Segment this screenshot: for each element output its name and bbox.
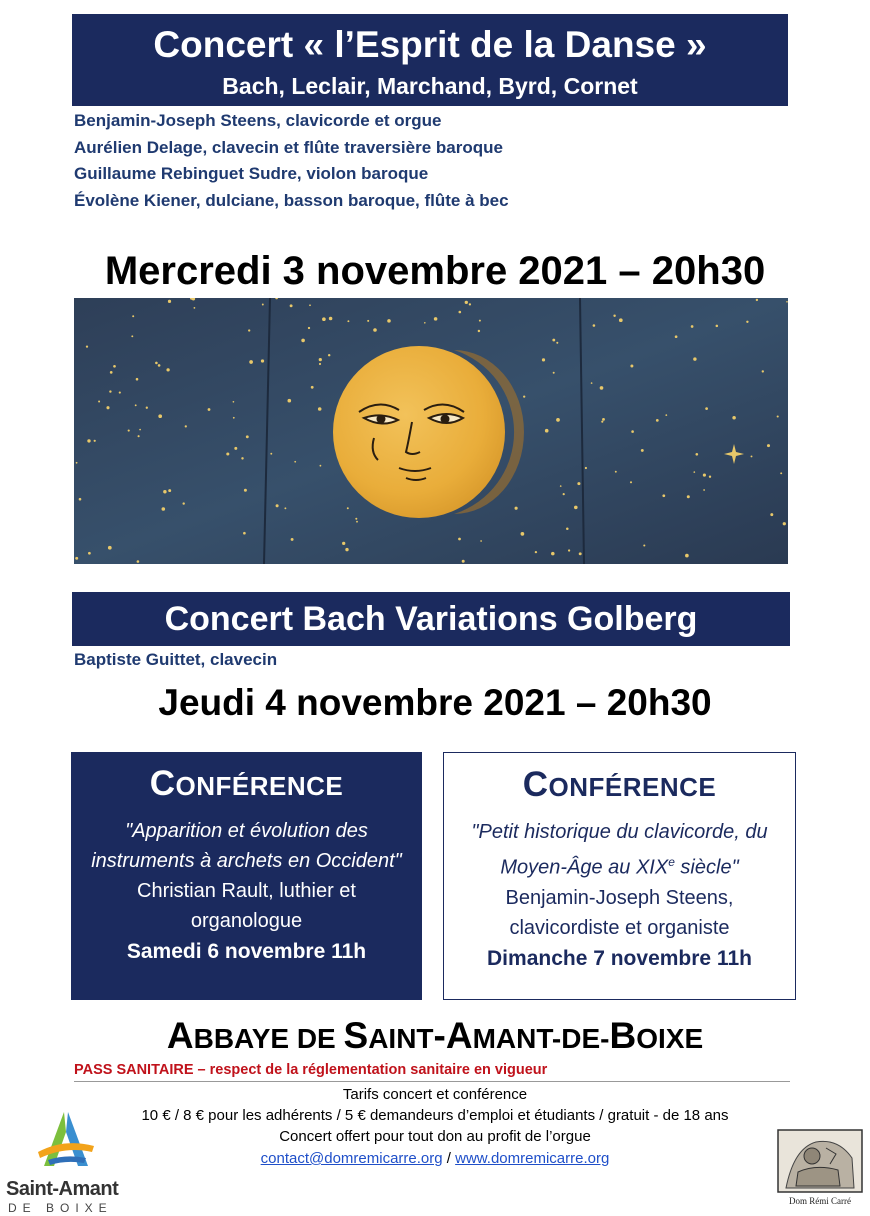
star: [308, 327, 310, 329]
star: [585, 467, 587, 469]
star: [560, 485, 562, 487]
star: [155, 362, 158, 365]
star: [248, 329, 250, 331]
star: [106, 406, 109, 409]
star: [746, 321, 748, 323]
conference-date: Samedi 6 novembre 11h: [126, 940, 367, 963]
star: [309, 304, 311, 306]
star: [786, 301, 788, 303]
star: [777, 415, 779, 417]
star: [291, 538, 294, 541]
star: [521, 532, 525, 536]
star: [630, 365, 633, 368]
star: [462, 560, 465, 563]
star: [478, 330, 480, 332]
star: [119, 392, 121, 394]
star: [284, 507, 286, 509]
star: [434, 317, 438, 321]
star: [328, 354, 330, 356]
star: [566, 527, 569, 530]
star: [322, 317, 326, 321]
star: [276, 504, 279, 507]
title-banner: [72, 14, 788, 106]
performer-item: Benjamin-Joseph Steens, clavicorde et orgue: [74, 111, 442, 130]
star: [675, 335, 678, 338]
star: [233, 401, 235, 403]
star: [630, 481, 632, 483]
star: [233, 417, 235, 419]
star: [311, 386, 314, 389]
conference-speaker: Christian Rault, luthier et organologue: [137, 880, 356, 932]
star: [577, 482, 580, 485]
star: [703, 474, 706, 477]
star: [600, 386, 604, 390]
star: [135, 404, 137, 406]
composers: Bach, Leclair, Marchand, Byrd, Cornet: [222, 73, 638, 99]
star: [613, 314, 615, 316]
star: [194, 307, 196, 309]
star: [345, 548, 348, 551]
conference-heading: CONFÉRENCE: [149, 764, 344, 803]
star: [615, 471, 617, 473]
star: [479, 320, 481, 322]
star: [553, 372, 555, 374]
star: [767, 444, 770, 447]
star: [556, 342, 558, 344]
star: [342, 542, 345, 545]
star: [373, 328, 377, 332]
star: [542, 358, 545, 361]
star: [301, 339, 305, 343]
star: [480, 540, 482, 542]
star: [79, 498, 82, 501]
star: [208, 408, 211, 411]
star: [87, 439, 90, 442]
star: [591, 382, 593, 384]
concert2-banner: Concert Bach Variations Golberg: [72, 592, 790, 646]
star: [685, 554, 689, 558]
star: [556, 418, 560, 422]
star: [162, 507, 166, 511]
star: [185, 425, 187, 427]
website-link[interactable]: www.domremicarre.org: [455, 1150, 610, 1167]
star: [294, 461, 296, 463]
conference-speaker: Benjamin-Joseph Steens, clavicordiste et organiste: [505, 886, 734, 939]
star: [693, 471, 695, 473]
star: [290, 304, 293, 307]
star: [288, 399, 292, 403]
star: [695, 453, 698, 456]
star: [139, 429, 141, 431]
star: [270, 453, 272, 455]
performer-item: Évolène Kiener, dulciane, basson baroque, flûte à bec: [74, 190, 509, 210]
venue-name: ABBAYE DE SAINT-AMANT-DE-BOIXE: [166, 1015, 704, 1056]
star: [751, 455, 753, 457]
star: [563, 493, 565, 495]
star: [138, 435, 140, 437]
performer-list: [74, 108, 694, 214]
star: [662, 494, 665, 497]
star: [783, 522, 786, 525]
conference-title: "Apparition et évolution des instruments à archets en Occident": [91, 820, 402, 872]
email-link[interactable]: contact@domremicarre.org: [260, 1150, 443, 1167]
star: [762, 370, 764, 372]
concert2-performer: Baptiste Guittet, clavecin: [74, 650, 278, 669]
star: [166, 368, 169, 371]
contact-links: contact@domremicarre.org / www.domremicarre.org: [260, 1150, 610, 1167]
conference-date: Dimanche 7 novembre 11h: [487, 946, 752, 970]
star: [619, 318, 623, 322]
star: [732, 416, 736, 420]
star: [319, 358, 322, 361]
concert2-date: Jeudi 4 novembre 2021 – 20h30: [158, 682, 712, 723]
star: [515, 507, 518, 510]
star: [356, 521, 358, 523]
star: [656, 419, 659, 422]
star: [261, 359, 264, 362]
star: [703, 489, 705, 491]
star: [113, 365, 116, 368]
star: [705, 407, 708, 410]
star: [249, 360, 253, 364]
star: [756, 299, 758, 301]
star: [318, 407, 322, 411]
star: [262, 304, 264, 306]
star: [551, 552, 555, 556]
star: [465, 301, 468, 304]
star: [158, 364, 161, 367]
pricing-details: 10 € / 8 € pour les adhérents / 5 € demandeurs d’emploi et étudiants / gratuit - de 18 ans: [141, 1107, 729, 1124]
star: [98, 401, 100, 403]
star: [780, 472, 782, 474]
concert1-date: Mercredi 3 novembre 2021 – 20h30: [104, 249, 766, 293]
star: [86, 345, 88, 347]
star: [131, 335, 133, 337]
star: [367, 320, 369, 322]
performer-item: Aurélien Delage, clavecin et flûte traversière baroque: [74, 137, 503, 157]
conference-title: "Petit historique du clavicorde, du Moyen-Âge au XIXe siècle": [471, 821, 768, 879]
star: [631, 430, 634, 433]
star: [110, 371, 113, 374]
logo-subname: DE BOIXE: [8, 1201, 113, 1215]
saint-amant-logo-icon: [30, 1108, 100, 1174]
star: [75, 557, 78, 560]
star: [574, 506, 578, 510]
star: [552, 339, 555, 342]
star: [523, 395, 525, 397]
star: [243, 532, 246, 535]
star: [458, 311, 461, 314]
star: [137, 560, 140, 563]
star: [579, 552, 582, 555]
dom-remi-carre-logo: [776, 1128, 864, 1212]
star: [76, 462, 78, 464]
star: [458, 538, 461, 541]
star: [641, 449, 644, 452]
star: [387, 319, 391, 323]
star: [244, 489, 247, 492]
donation-note: Concert offert pour tout don au profit de l’orgue: [279, 1128, 591, 1145]
star: [709, 476, 711, 478]
star: [163, 490, 166, 493]
star: [347, 320, 349, 322]
sculpture-icon: [776, 1128, 864, 1194]
star: [132, 315, 134, 317]
divider: [74, 1081, 790, 1082]
star: [593, 324, 596, 327]
star: [128, 430, 130, 432]
pricing-heading: Tarifs concert et conférence: [342, 1086, 528, 1103]
concert-title: Concert « l’Esprit de la Danse »: [153, 24, 707, 65]
star: [601, 421, 603, 423]
conference-right-box: [443, 752, 796, 1000]
star: [88, 552, 91, 555]
conference-left-box: [71, 752, 422, 1000]
star: [246, 435, 249, 438]
star: [535, 551, 537, 553]
star: [241, 457, 243, 459]
star: [319, 363, 321, 365]
saint-amant-logo: [6, 1108, 126, 1215]
star: [424, 322, 426, 324]
performer-item: Guillaume Rebinguet Sudre, violon baroque: [74, 164, 429, 183]
star: [716, 325, 719, 328]
star: [136, 378, 139, 381]
pass-sanitaire-notice: PASS SANITAIRE – respect de la réglementation sanitaire en vigueur: [74, 1062, 548, 1078]
star: [643, 544, 645, 546]
star: [469, 303, 471, 305]
star: [234, 447, 237, 450]
star: [545, 429, 549, 433]
star: [168, 300, 171, 303]
star: [226, 452, 229, 455]
star: [94, 440, 96, 442]
star: [602, 418, 605, 421]
star: [770, 513, 773, 516]
conference-heading: CONFÉRENCE: [522, 765, 717, 804]
star: [108, 546, 112, 550]
star: [158, 414, 162, 418]
star: [329, 317, 333, 321]
star: [168, 489, 171, 492]
star: [347, 507, 349, 509]
star: [568, 549, 570, 551]
logo-caption: Dom Rémi Carré: [789, 1196, 851, 1206]
star: [320, 465, 322, 467]
star: [665, 414, 667, 416]
moon-face-image: [74, 298, 788, 564]
star: [183, 502, 185, 504]
star: [693, 357, 696, 360]
star: [691, 325, 694, 328]
star: [146, 407, 148, 409]
star: [687, 495, 690, 498]
star: [109, 390, 111, 392]
logo-name: Saint-Amant: [6, 1178, 119, 1200]
star: [355, 518, 357, 520]
